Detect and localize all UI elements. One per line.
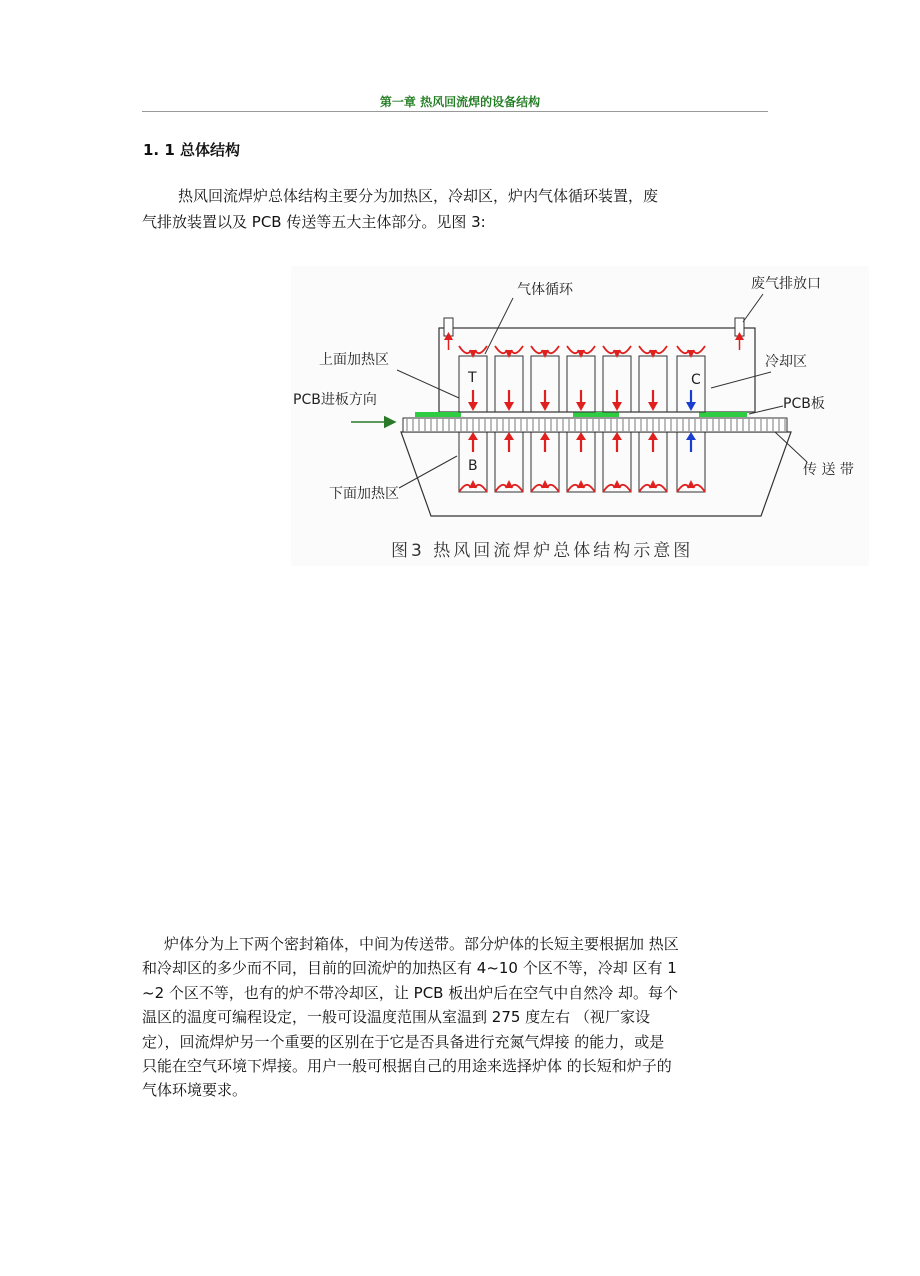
- label-lower-heating: 下面加热区: [329, 486, 399, 502]
- label-gas-circulation: 气体循环: [517, 282, 573, 298]
- intro-line-1: 热风回流焊炉总体结构主要分为加热区，冷却区，炉内气体循环装置，废: [178, 187, 659, 205]
- body-line-7: 气体环境要求。: [142, 1081, 248, 1100]
- upper-chamber: [439, 328, 755, 412]
- label-cooling-zone: 冷却区: [765, 354, 807, 370]
- body-line-4: 温区的温度可编程设定，一般可设温度范围从室温到 275 度左右 （视厂家设: [142, 1008, 650, 1027]
- header-rule: [142, 111, 768, 112]
- body-line-6: 只能在空气环境下焊接。用户一般可根据自己的用途来选择炉体 的长短和炉子的: [142, 1057, 672, 1076]
- label-exhaust-port: 废气排放口: [751, 276, 821, 292]
- figure-caption: 图3 热风回流焊炉总体结构示意图: [391, 541, 694, 561]
- pcb-board-2: [573, 412, 619, 417]
- pcb-board-3: [699, 412, 747, 417]
- chapter-header: 第一章 热风回流焊的设备结构: [379, 95, 541, 109]
- zone-mark-b: B: [468, 458, 478, 474]
- section-heading: 1. 1 总体结构: [143, 141, 241, 159]
- label-pcb-board: PCB板: [783, 396, 825, 412]
- label-pcb-direction: PCB进板方向: [293, 392, 377, 408]
- body-line-1: 炉体分为上下两个密封箱体，中间为传送带。部分炉体的长短主要根据加 热区: [164, 935, 679, 953]
- body-line-3: ~2 个区不等，也有的炉不带冷却区，让 PCB 板出炉后在空气中自然冷 却。每个: [142, 983, 678, 1002]
- label-conveyor: 传 送 带: [803, 462, 854, 478]
- body-paragraph: [142, 932, 762, 1103]
- figure-3: [291, 266, 869, 566]
- label-upper-heating: 上面加热区: [319, 352, 389, 368]
- reflow-oven-diagram: [291, 266, 869, 566]
- zone-mark-c: C: [691, 372, 701, 388]
- pcb-board-1: [415, 412, 461, 417]
- intro-paragraph: [142, 183, 752, 235]
- body-line-5: 定），回流焊炉另一个重要的区别在于它是否具备进行充氮气焊接 的能力，或是: [142, 1032, 665, 1051]
- intro-line-2: 气排放装置以及 PCB 传送等五大主体部分。见图 3:: [142, 213, 486, 231]
- zone-mark-t: T: [468, 370, 477, 386]
- body-line-2: 和冷却区的多少而不同，目前的回流炉的加热区有 4~10 个区不等，冷却 区有 1: [142, 959, 677, 978]
